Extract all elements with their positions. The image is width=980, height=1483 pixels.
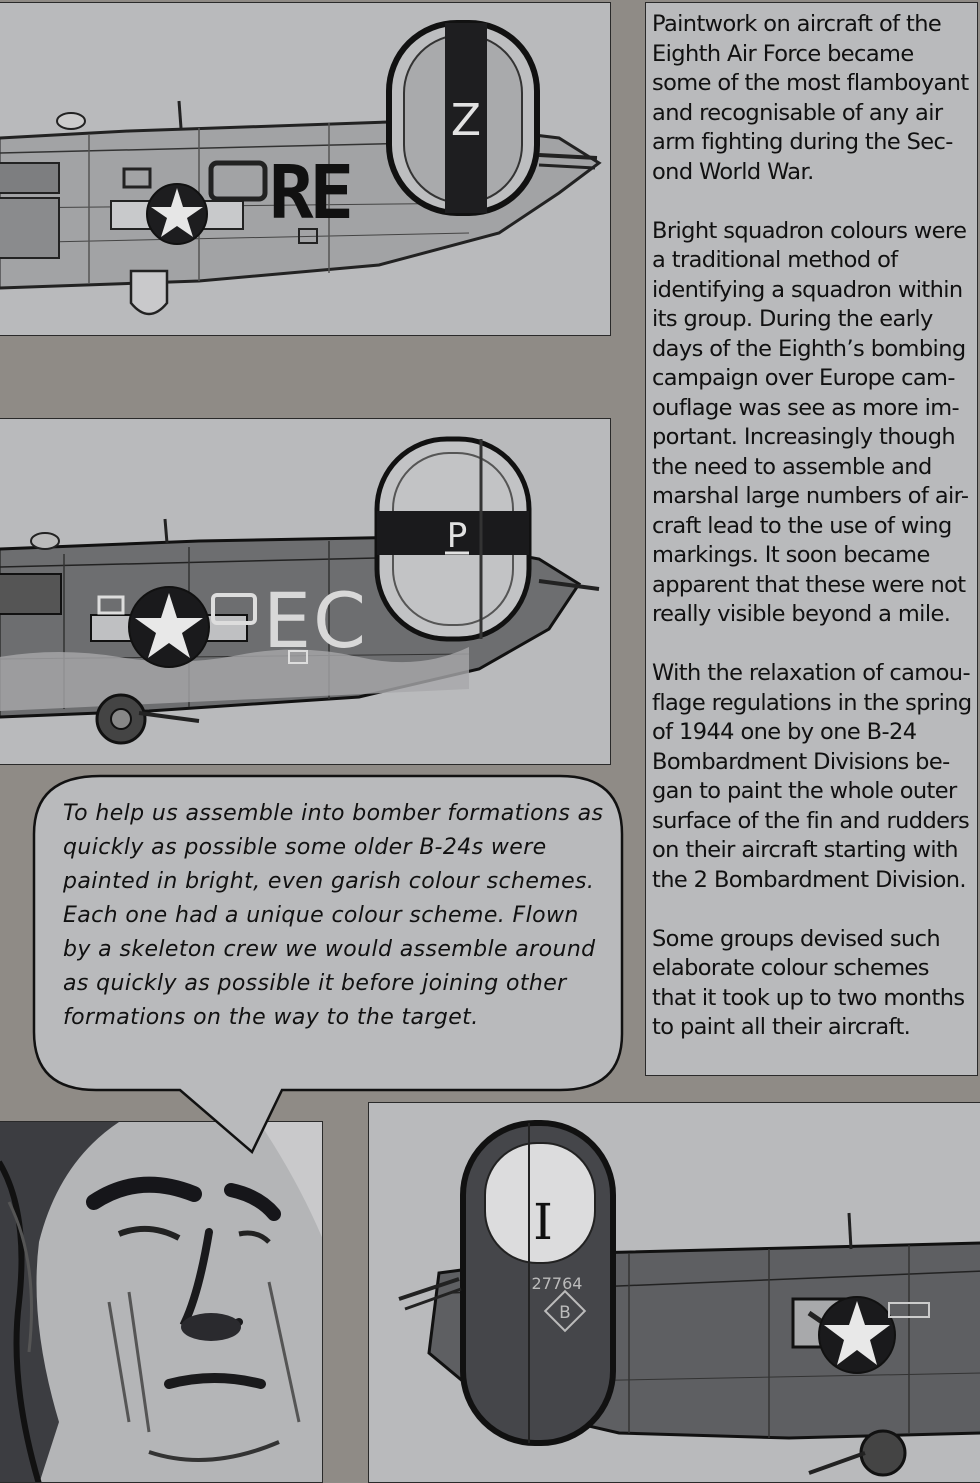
fuselage-code-text: EC bbox=[263, 576, 369, 665]
tail-letter-text: Z bbox=[450, 95, 482, 146]
speech-bubble-text: To help us assemble into bomber formations as quickly as possible some older B-24s were painted in bright, even garish colour schemes. Each one had a unique colour scheme. Flown by a skeleton crew we would assemble around as quickly as possible it before joining other formations on the way to the target. bbox=[63, 801, 604, 1030]
tail-letter-text: I bbox=[533, 1193, 553, 1251]
fuselage-code-text: RE bbox=[269, 150, 351, 236]
tail-emblem-letter-text: B bbox=[559, 1303, 571, 1323]
b24-tail-z-illustration bbox=[0, 3, 611, 336]
panel-pilot-portrait bbox=[0, 1121, 323, 1483]
panel-aircraft-1 bbox=[0, 2, 611, 336]
tail-serial-text: 27764 bbox=[531, 1274, 583, 1293]
narration-paragraph: Some groups devised such elaborate colour schemes that it took up to two months to paint all their aircraft. bbox=[652, 925, 965, 1040]
b24-tail-p-illustration bbox=[0, 419, 611, 765]
panel-aircraft-2 bbox=[0, 418, 611, 765]
narration-panel bbox=[645, 2, 978, 1076]
narration-paragraph: With the relaxation of camou-flage regulations in the spring of 1944 one by one B-24 Bombardment Divisions be-gan to paint the whole outer surface of the fin and rudders on their aircraft starting with the 2 Bombardment Division. bbox=[652, 660, 972, 893]
panel-aircraft-3 bbox=[368, 1102, 980, 1483]
tail-letter-text: P bbox=[446, 516, 468, 556]
narration-paragraph: Paintwork on aircraft of the Eighth Air Force became some of the most flamboyant and recognisable of any air arm fighting during the Sec-ond World War. bbox=[652, 11, 969, 185]
narration-paragraph: Bright squadron colours were a traditional method of identifying a squadron within its group. During the early days of the Eighth’s bombing campaign over Europe cam-ouflage was see as more im-portant. Increasingly though the need to assemble and marshal large numbers of air-craft lead to the use of wing markings. It soon became apparent that these were not really visible beyond a mile. bbox=[652, 217, 969, 627]
pilot-face-sketch bbox=[0, 1122, 323, 1483]
b24-tail-i-illustration bbox=[369, 1103, 980, 1483]
